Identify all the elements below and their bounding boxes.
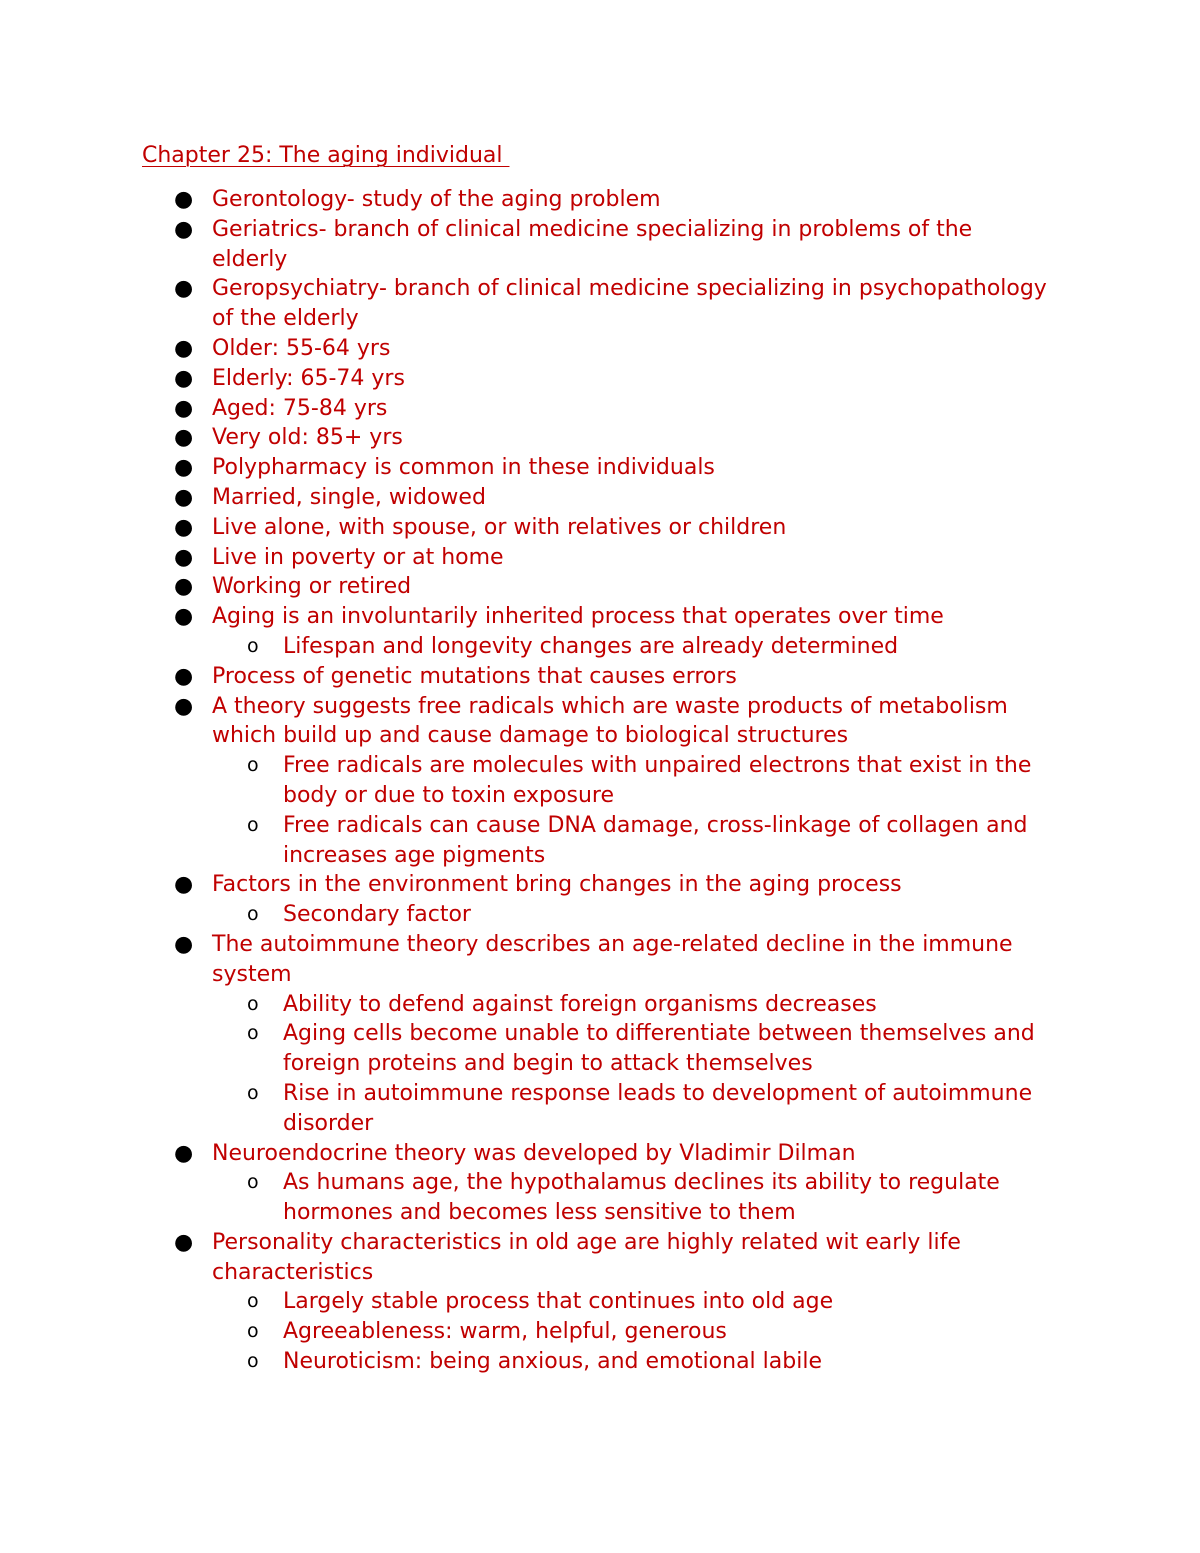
filled-bullet-icon: ● bbox=[174, 872, 194, 898]
list-item-text: Married, single, widowed bbox=[212, 484, 486, 510]
list-item bbox=[174, 364, 1052, 394]
list-item-text: The autoimmune theory describes an age-related decline in the immune system bbox=[212, 931, 1013, 987]
filled-bullet-icon: ● bbox=[174, 484, 194, 510]
list-item-text: Secondary factor bbox=[283, 902, 471, 928]
sub-list-item bbox=[247, 1168, 1073, 1228]
list-item-text: Process of genetic mutations that causes errors bbox=[212, 663, 737, 689]
list-item-text: Agreeableness: warm, helpful, generous bbox=[283, 1319, 727, 1345]
list-item bbox=[174, 543, 1052, 573]
filled-bullet-icon: ● bbox=[174, 365, 194, 391]
filled-bullet-icon: ● bbox=[174, 514, 194, 540]
list-item-text: Geropsychiatry- branch of clinical medicine specializing in psychopathology of the elderly bbox=[212, 276, 1047, 332]
filled-bullet-icon: ● bbox=[174, 335, 194, 361]
list-item-text: Free radicals can cause DNA damage, cross-linkage of collagen and increases age pigments bbox=[283, 812, 1028, 868]
list-item-text: Neuroendocrine theory was developed by Vladimir Dilman bbox=[212, 1140, 856, 1166]
list-item-text: Live alone, with spouse, or with relatives or children bbox=[212, 514, 787, 540]
sub-list-item bbox=[247, 1347, 1073, 1377]
list-item-text: Largely stable process that continues into old age bbox=[283, 1289, 834, 1315]
notes-list bbox=[0, 185, 1200, 1377]
list-item bbox=[174, 453, 1052, 483]
filled-bullet-icon: ● bbox=[174, 276, 194, 302]
hollow-bullet-icon: o bbox=[247, 1290, 259, 1313]
hollow-bullet-icon: o bbox=[247, 1171, 259, 1194]
hollow-bullet-icon: o bbox=[247, 754, 259, 777]
list-item-text: Aging is an involuntarily inherited process that operates over time bbox=[212, 604, 944, 630]
sub-list-item bbox=[247, 811, 1073, 871]
list-item-text: Ability to defend against foreign organisms decreases bbox=[283, 991, 877, 1017]
filled-bullet-icon: ● bbox=[174, 693, 194, 719]
filled-bullet-icon: ● bbox=[174, 455, 194, 481]
list-item-text: Polypharmacy is common in these individuals bbox=[212, 455, 715, 481]
list-item-text: Elderly: 65-74 yrs bbox=[212, 365, 405, 391]
filled-bullet-icon: ● bbox=[174, 931, 194, 957]
list-item-text: A theory suggests free radicals which are waste products of metabolism which build up and cause damage to biological structures bbox=[212, 693, 1008, 749]
list-item-text: Gerontology- study of the aging problem bbox=[212, 187, 661, 212]
list-item-text: Neuroticism: being anxious, and emotional labile bbox=[283, 1349, 822, 1375]
sub-list-item bbox=[247, 1287, 1073, 1317]
list-item bbox=[174, 870, 1052, 900]
list-item bbox=[174, 513, 1052, 543]
list-item-text: Factors in the environment bring changes in the aging process bbox=[212, 872, 902, 898]
filled-bullet-icon: ● bbox=[174, 425, 194, 451]
list-item-text: Very old: 85+ yrs bbox=[212, 425, 403, 451]
list-item-text: Rise in autoimmune response leads to development of autoimmune disorder bbox=[283, 1080, 1033, 1136]
list-item-text: Free radicals are molecules with unpaired electrons that exist in the body or due to toxin exposure bbox=[283, 753, 1032, 808]
list-item bbox=[174, 1139, 1052, 1169]
filled-bullet-icon: ● bbox=[174, 663, 194, 689]
filled-bullet-icon: ● bbox=[174, 574, 194, 600]
list-item-text: Aging cells become unable to differentiate between themselves and foreign proteins and begin to attack themselves bbox=[283, 1021, 1035, 1077]
sub-list-item bbox=[247, 1317, 1073, 1347]
filled-bullet-icon: ● bbox=[174, 187, 194, 212]
list-item-text: Personality characteristics in old age are highly related wit early life characteristics bbox=[212, 1229, 961, 1285]
sub-list-item bbox=[247, 990, 1073, 1020]
list-item bbox=[174, 662, 1052, 692]
list-item-text: Lifespan and longevity changes are already determined bbox=[283, 633, 899, 659]
filled-bullet-icon: ● bbox=[174, 1140, 194, 1166]
hollow-bullet-icon: o bbox=[247, 992, 259, 1015]
list-item bbox=[174, 334, 1052, 364]
list-item bbox=[174, 185, 1052, 215]
hollow-bullet-icon: o bbox=[247, 813, 259, 836]
list-item bbox=[174, 274, 1052, 334]
list-item bbox=[174, 692, 1052, 752]
list-item-text: Live in poverty or at home bbox=[212, 544, 504, 570]
hollow-bullet-icon: o bbox=[247, 634, 259, 657]
list-item bbox=[174, 1228, 1052, 1288]
sub-list-item bbox=[247, 1019, 1073, 1079]
list-item bbox=[174, 215, 1052, 275]
hollow-bullet-icon: o bbox=[247, 1350, 259, 1373]
list-item-text: Working or retired bbox=[212, 574, 412, 600]
list-item bbox=[174, 394, 1052, 424]
hollow-bullet-icon: o bbox=[247, 1320, 259, 1343]
hollow-bullet-icon: o bbox=[247, 1022, 259, 1045]
filled-bullet-icon: ● bbox=[174, 604, 194, 630]
hollow-bullet-icon: o bbox=[247, 903, 259, 926]
list-item-text: Older: 55-64 yrs bbox=[212, 335, 391, 361]
list-item bbox=[174, 572, 1052, 602]
sub-list-item bbox=[247, 1079, 1073, 1139]
filled-bullet-icon: ● bbox=[174, 216, 194, 242]
list-item bbox=[174, 930, 1052, 990]
filled-bullet-icon: ● bbox=[174, 544, 194, 570]
list-item bbox=[174, 423, 1052, 453]
hollow-bullet-icon: o bbox=[247, 1081, 259, 1104]
filled-bullet-icon: ● bbox=[174, 1229, 194, 1255]
sub-list-item bbox=[247, 900, 1073, 930]
sub-list-item bbox=[247, 751, 1073, 811]
list-item-text: As humans age, the hypothalamus declines its ability to regulate hormones and becomes less sensitive to them bbox=[283, 1170, 1000, 1226]
list-item-text: Aged: 75-84 yrs bbox=[212, 395, 388, 421]
filled-bullet-icon: ● bbox=[174, 395, 194, 421]
page-title: Chapter 25: The aging individual bbox=[142, 143, 510, 168]
list-item bbox=[174, 483, 1052, 513]
sub-list-item bbox=[247, 632, 1073, 662]
list-item bbox=[174, 602, 1052, 632]
list-item-text: Geriatrics- branch of clinical medicine specializing in problems of the elderly bbox=[212, 216, 973, 272]
